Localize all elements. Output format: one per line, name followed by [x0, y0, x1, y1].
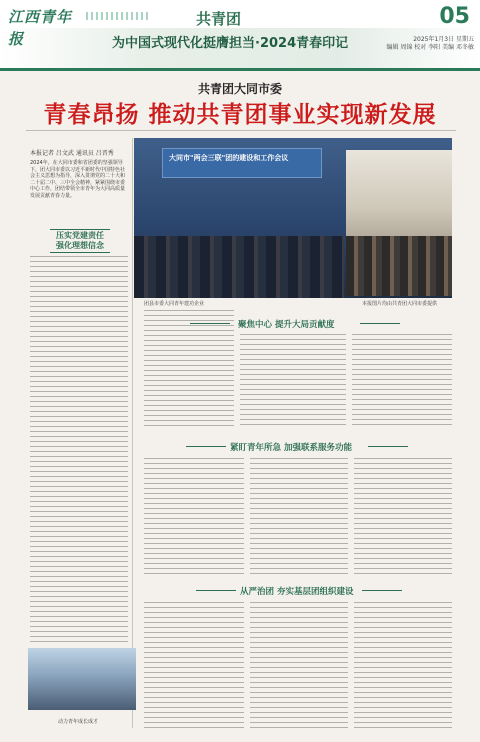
side-photo-group — [346, 236, 452, 296]
decorative-pattern — [86, 12, 148, 20]
main-photo-caption: 团县市委大同青年建功企业 — [144, 301, 205, 307]
section-title: 共青团 — [196, 10, 242, 28]
body-text-col2a — [144, 310, 234, 428]
body-text-col3a — [240, 334, 346, 428]
photo-audience — [134, 236, 344, 298]
section-rule-right-1 — [360, 323, 400, 324]
article-headline: 青春昂扬 推动共青团事业实现新发展 — [43, 101, 437, 128]
date-line-1: 2025年1月3日 星期五 — [413, 36, 474, 43]
column-rule-1 — [132, 138, 133, 728]
header-rule — [0, 68, 480, 71]
body-text-col2b — [144, 458, 244, 574]
side-photo — [346, 150, 452, 296]
page-number: 05 — [439, 4, 470, 29]
article-byline: 本报记者 吕文武 通讯员 吕晋秀 — [30, 150, 114, 157]
subhead-left-1: 压实党建责任 — [56, 231, 104, 240]
page-header — [0, 0, 480, 70]
article-lead: 2024年，在大同市委和省团委的坚强领导下，团大同市委以习近平新时代中国特色社会主义思想为指导，深入贯彻党的二十大和二十届二中、三中全会精神，紧紧围绕市委中心工作，团结带领全市青年为大同高质量发展贡献青春力量。 — [30, 160, 126, 199]
side-photo-caption: 本报图片均由共青团大同市委提供 — [362, 301, 438, 307]
subhead-mid-2: 紧盯青年所急 加强联系服务功能 — [230, 443, 352, 453]
headline-rule — [26, 130, 456, 131]
bottom-photo — [28, 648, 136, 710]
subhead-mid-3: 从严治团 夯实基层团组织建设 — [240, 587, 354, 597]
body-text-col2c — [144, 602, 244, 728]
subhead-left — [40, 228, 120, 254]
section-rule-left-3 — [196, 590, 236, 591]
body-text-col4a — [352, 334, 452, 428]
article-kicker: 共青团大同市委 — [197, 82, 282, 96]
subhead-left-2: 强化理想信念 — [56, 241, 104, 250]
section-rule-right-2 — [368, 446, 408, 447]
section-rule-left-2 — [186, 446, 226, 447]
body-text-col3b — [250, 458, 348, 574]
date-line — [364, 36, 474, 52]
body-text-col4b — [354, 458, 452, 574]
body-text-left — [30, 256, 128, 642]
subhead-mid-1: 聚焦中心 提升大局贡献度 — [238, 320, 335, 330]
section-slogan: 为中国式现代化挺膺担当·2024青春印记 — [112, 36, 349, 51]
body-text-col4c — [354, 602, 452, 728]
masthead-logo: 江西青年报 — [8, 8, 73, 48]
bottom-photo-caption: 动力青年成长成才 — [58, 719, 99, 725]
section-rule-right-3 — [362, 590, 402, 591]
subhead-rule-top — [50, 229, 110, 230]
body-text-col3c — [250, 602, 348, 728]
photo-banner: 大同市"两会三联"团的建设和工作会议 — [162, 148, 322, 178]
date-line-2: 编辑 周锦 校对 李阳 美编 邓冬敏 — [386, 44, 474, 51]
subhead-rule-bottom — [50, 252, 110, 253]
